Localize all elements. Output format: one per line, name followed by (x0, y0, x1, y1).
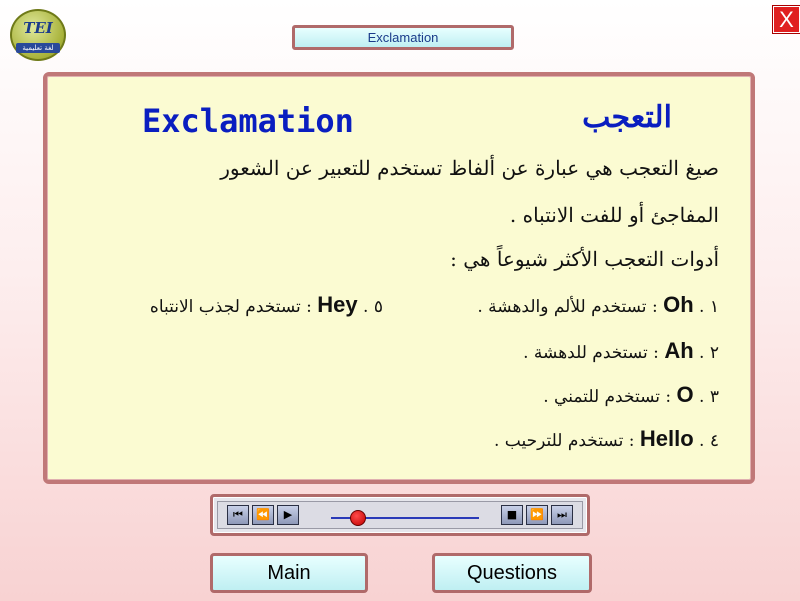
page-title: Exclamation (292, 25, 514, 50)
list-item (477, 292, 719, 318)
play-icon[interactable]: ▶ (277, 505, 299, 525)
item-number: ٥ . (363, 297, 383, 317)
list-item (150, 292, 383, 318)
item-description: : تستخدم للترحيب . (493, 431, 635, 451)
item-word: O (676, 382, 694, 407)
last-icon[interactable]: ⏭ (551, 505, 573, 525)
item-number: ٣ . (699, 387, 719, 407)
item-word: Ah (664, 338, 694, 363)
lesson-line-2: المفاجئ أو للفت الانتباه . (509, 203, 719, 227)
stop-icon[interactable]: ■ (501, 505, 523, 525)
lesson-panel (43, 72, 755, 484)
main-button[interactable]: Main (210, 553, 368, 593)
forward-icon[interactable]: ⏩ (526, 505, 548, 525)
app-logo (10, 9, 66, 61)
lesson-title-english: Exclamation (142, 102, 354, 140)
item-number: ٤ . (699, 431, 719, 451)
first-icon[interactable]: ⏮ (227, 505, 249, 525)
item-word: Hello (639, 426, 694, 451)
lesson-title-arabic: التعجب (582, 100, 672, 135)
questions-button[interactable]: Questions (432, 553, 592, 593)
progress-thumb[interactable] (350, 510, 366, 526)
item-description: : تستخدم للتمني . (543, 387, 672, 407)
close-button[interactable]: X (773, 6, 800, 33)
item-number: ٢ . (699, 343, 719, 363)
item-description: : تستخدم للدهشة . (523, 343, 659, 363)
lesson-line-1: صيغ التعجب هي عبارة عن ألفاظ تستخدم للتعبير عن الشعور (220, 156, 719, 180)
media-player (210, 494, 590, 536)
item-word: Oh (663, 292, 694, 317)
item-description: : تستخدم لجذب الانتباه (149, 297, 312, 317)
logo-subtitle: لغة تعليمية (16, 43, 60, 53)
item-description: : تستخدم للألم والدهشة . (477, 297, 658, 317)
list-item (523, 338, 719, 364)
list-item (494, 426, 719, 452)
list-item (543, 382, 719, 408)
rewind-icon[interactable]: ⏪ (252, 505, 274, 525)
item-number: ١ . (699, 297, 719, 317)
logo-text: TEI (23, 19, 53, 37)
item-word: Hey (317, 292, 358, 317)
lesson-line-3: أدوات التعجب الأكثر شيوعاً هي : (450, 247, 719, 271)
